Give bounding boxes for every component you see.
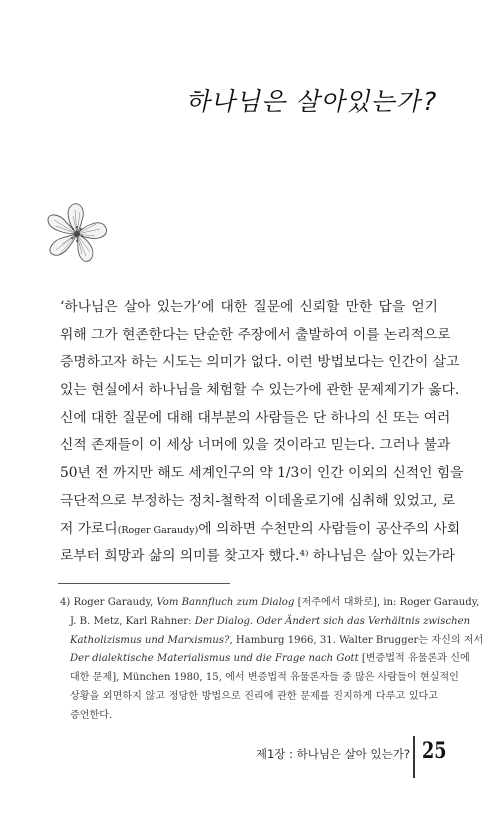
- footnote-fragment: Hamburg 1966, 31. Walter Brugger는 자신의 저서: [232, 634, 484, 646]
- footnote-fragment: J. B. Metz, Karl Rahner:: [70, 615, 195, 627]
- body-line: 50년 전 까지만 해도 세계인구의 약 1/3이 인간 이외의 신적인 힘을: [60, 465, 464, 482]
- body-text-fragment: 에 의하면 수천만의 사람들이 공산주의 사회: [198, 520, 461, 537]
- footnote-book-title: Der Dialog. Oder Ändert sich das Verhältnis zwischen: [194, 615, 471, 627]
- chapter-title: 하나님은 살아있는가?: [185, 87, 441, 116]
- body-line: 위해 그가 현존한다는 단순한 주장에서 출발하여 이를 논리적으로: [60, 326, 451, 343]
- footnote-fragment: [변증법적 유물론과 신에: [358, 653, 470, 665]
- footnote-line: 대한 문제], München 1980, 15, 에서 변증법적 유물론자들 중 많은 사람들이 현실적인: [70, 672, 459, 684]
- footnote-fragment: 4) Roger Garaudy,: [60, 597, 157, 608]
- body-text-fragment: 저 가로디: [60, 520, 118, 537]
- body-line: 신에 대한 질문에 대해 대부분의 사람들은 단 하나의 신 또는 여러: [60, 409, 451, 426]
- footnote-line: [60, 650, 470, 669]
- body-line: 증명하고자 하는 시도는 의미가 없다. 이런 방법보다는 인간이 살고: [60, 354, 460, 371]
- footnote-line: 상황을 외면하지 않고 정당한 방법으로 진리에 관한 문제를 진지하게 다루고 있다고: [70, 690, 438, 702]
- footer-divider: [413, 736, 415, 778]
- body-line: 있는 현실에서 하나님을 체험할 수 있는가에 관한 문제제기가 옳다.: [60, 382, 460, 399]
- body-text: [60, 294, 464, 571]
- footnote-book-title: Vom Bannfluch zum Dialog: [156, 597, 295, 608]
- footnote-line: [60, 594, 480, 613]
- footnote: [60, 594, 484, 726]
- body-line: 로부터 희망과 삶의 의미를 찾고자 했다.⁴⁾ 하나님은 살아 있는가라: [60, 548, 455, 565]
- footnote-book-title: Katholizismus und Marxismus?,: [70, 634, 233, 646]
- footnote-line: [60, 613, 471, 632]
- flower-illustration: [40, 198, 114, 270]
- body-line: [60, 516, 461, 544]
- page-number: 25: [422, 738, 447, 764]
- running-footer: 제1장 : 하나님은 살아 있는가?: [255, 747, 410, 761]
- body-line: 신적 존재들이 이 세상 너머에 있을 것이라고 믿는다. 그러나 불과: [60, 437, 451, 454]
- footnote-fragment: [저주에서 대화로], in: Roger Garaudy,: [294, 597, 480, 608]
- footnote-line: 증언한다.: [70, 709, 113, 721]
- footnote-divider: [58, 583, 230, 584]
- author-name-roman: (Roger Garaudy): [117, 524, 199, 536]
- footnote-book-title: Der dialektische Materialismus und die Frage nach Gott: [70, 653, 359, 665]
- body-line: 극단적으로 부정하는 정치-철학적 이데올로기에 심취해 있었고, 로: [60, 492, 456, 509]
- footnote-line: [60, 632, 484, 651]
- body-line: ‘하나님은 살아 있는가’에 대한 질문에 신뢰할 만한 답을 얻기: [60, 299, 438, 315]
